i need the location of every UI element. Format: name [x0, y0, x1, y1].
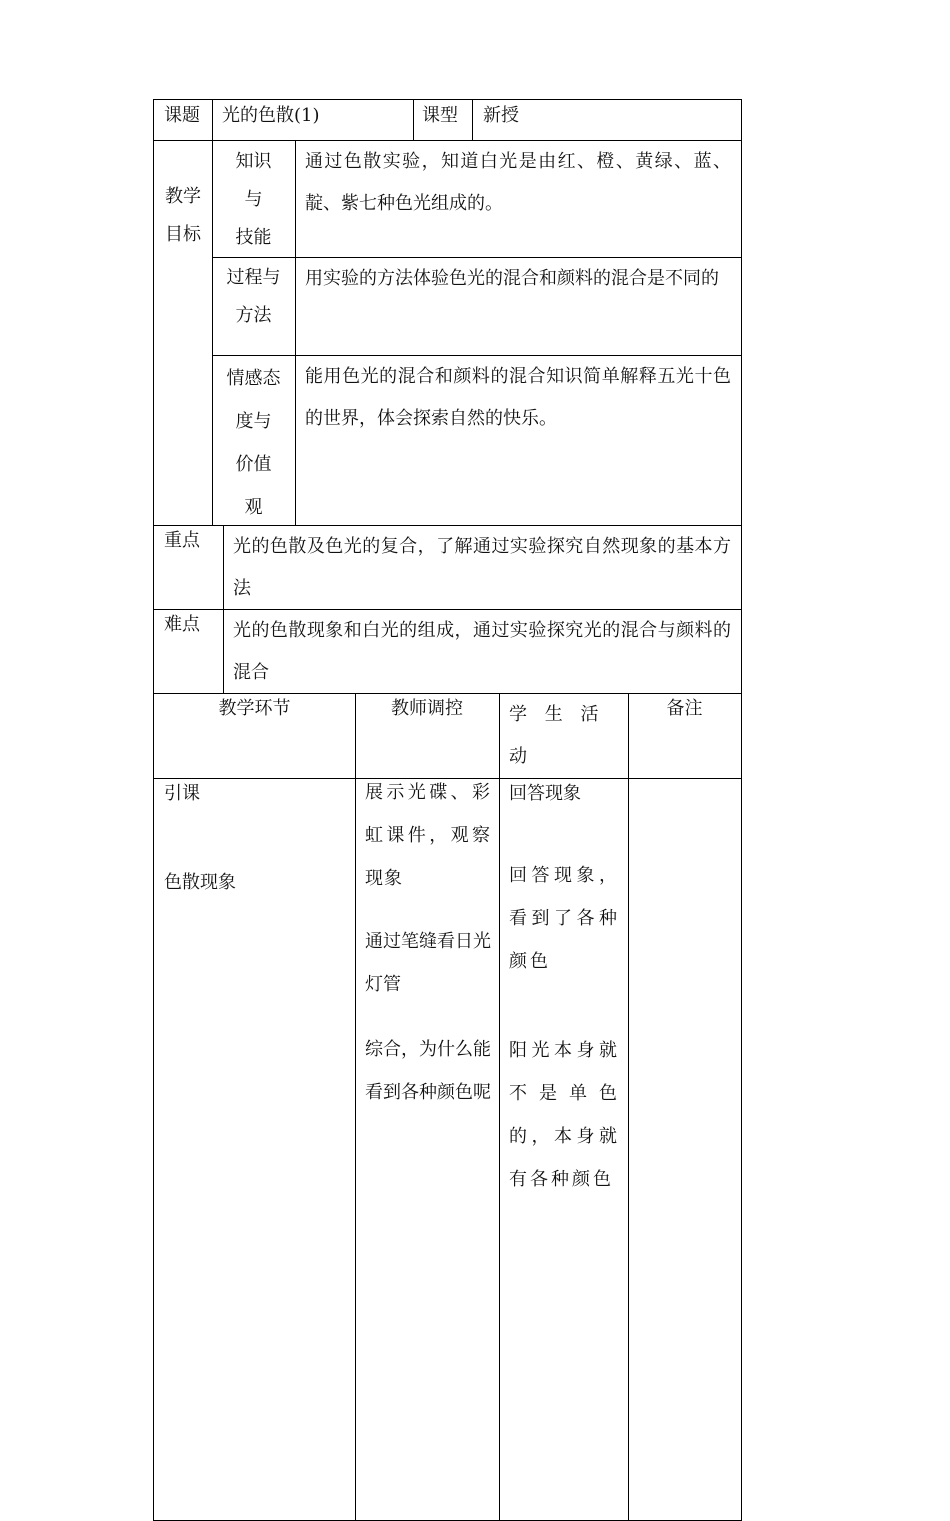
header-note: 备注 — [666, 698, 703, 719]
key-point-content: 光的色散及色光的复合，了解通过实验探究自然现象的基本方法 — [233, 536, 731, 599]
objective-label-process: 过程与 方法 — [226, 267, 281, 326]
stage-dispersion: 色散现象 — [164, 872, 236, 893]
objectives-section — [153, 141, 742, 526]
objective-content-knowledge: 通过色散实验，知道白光是由红、橙、黄绿、蓝、靛、紫七种色光组成的。 — [305, 151, 731, 214]
note-column — [628, 779, 741, 1520]
teacher-column — [355, 779, 499, 1520]
lesson-plan-table — [153, 99, 742, 1521]
stage-intro: 引课 — [164, 783, 200, 804]
objective-row-process — [212, 258, 741, 355]
key-point-label: 重点 — [164, 530, 200, 551]
type-label: 课型 — [413, 100, 472, 140]
student-answer-3: 阳光本身就不是单色的，本身就有各种颜色 — [509, 1040, 620, 1190]
header-student: 学 生 活 动 — [509, 704, 605, 767]
difficult-point-row — [153, 610, 742, 694]
student-answer-1: 回答现象 — [509, 783, 581, 804]
header-row — [153, 99, 742, 141]
objective-content-process: 用实验的方法体验色光的混合和颜料的混合是不同的 — [305, 268, 719, 289]
objective-row-attitude — [212, 356, 741, 526]
teacher-step-3: 综合，为什么能看到各种颜色呢 — [365, 1039, 491, 1103]
teacher-step-2: 通过笔缝看日光灯管 — [365, 931, 491, 995]
objectives-label: 教学 目标 — [165, 186, 201, 245]
process-header-row — [153, 694, 742, 779]
type-value: 新授 — [472, 100, 741, 140]
topic-value: 光的色散(1) — [212, 100, 413, 140]
header-teacher: 教师调控 — [391, 698, 463, 719]
objective-label-attitude: 情感态 度与 价值 观 — [226, 368, 281, 518]
objective-content-attitude: 能用色光的混合和颜料的混合知识简单解释五光十色的世界，体会探索自然的快乐。 — [305, 366, 731, 429]
student-column — [499, 779, 628, 1520]
process-body-row — [153, 779, 742, 1521]
objective-row-knowledge — [212, 141, 741, 257]
objective-label-knowledge: 知识 与 技能 — [235, 151, 272, 248]
difficult-point-content: 光的色散现象和白光的组成，通过实验探究光的混合与颜料的混合 — [233, 620, 731, 683]
header-stage: 教学环节 — [218, 698, 291, 719]
difficult-point-label: 难点 — [164, 614, 200, 635]
topic-label: 课题 — [164, 105, 200, 126]
teacher-step-1: 展示光碟、彩虹课件，观察现象 — [365, 782, 491, 889]
student-answer-2: 回答现象，看到了各种颜色 — [509, 865, 620, 972]
key-point-row — [153, 526, 742, 610]
stage-column — [154, 779, 355, 1520]
